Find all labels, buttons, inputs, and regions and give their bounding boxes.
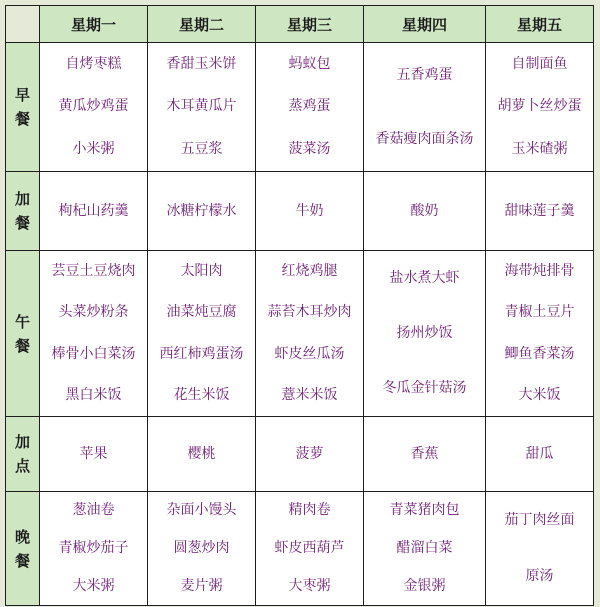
menu-cell-dinner-wednesday [256,492,364,606]
menu-item-list [40,172,147,250]
menu-item: 大米饭 [518,386,561,403]
menu-item: 大枣粥 [288,577,331,594]
menu-cell-dinner-monday [40,492,148,606]
menu-item: 樱桃 [187,445,216,462]
menu-item: 棒骨小白菜汤 [51,345,136,362]
menu-item-list [40,492,147,605]
menu-item: 菠菜汤 [288,141,331,158]
menu-item-list [256,492,363,605]
meal-label-char: 加 [14,190,30,208]
menu-item: 扬州炒饭 [396,325,453,341]
menu-cell-afternoon-snack-thursday [364,417,486,492]
menu-cell-breakfast-monday [40,43,148,172]
menu-item-list [364,417,485,491]
meal-row-morning-snack [6,172,594,251]
menu-item: 醋溜白菜 [396,539,453,556]
meal-row-afternoon-snack [6,417,594,492]
meal-label-char: 午 [14,312,30,331]
menu-item: 菠萝 [295,445,324,462]
meal-label-char: 餐 [14,110,30,128]
menu-cell-lunch-tuesday [148,251,256,417]
meal-label-lunch [6,251,40,417]
meal-label-breakfast [6,43,40,172]
menu-item: 自制面鱼 [511,55,568,72]
menu-item: 芸豆土豆烧肉 [51,263,136,280]
menu-item: 木耳黄瓜片 [166,98,237,115]
meal-row-breakfast [6,43,594,172]
menu-item: 油菜炖豆腐 [166,304,237,321]
day-header-thursday: 星期四 [364,6,486,43]
menu-cell-breakfast-friday [486,43,594,172]
menu-item: 茄丁肉丝面 [504,511,575,528]
menu-item-list [364,492,485,605]
menu-cell-dinner-friday [486,492,594,606]
menu-cell-morning-snack-tuesday [148,172,256,251]
menu-item-list [40,251,147,416]
menu-item: 自烤枣糕 [65,55,122,72]
menu-item-list [486,492,593,605]
menu-cell-breakfast-tuesday [148,43,256,172]
menu-item-list [148,172,255,250]
menu-item: 金银粥 [403,577,446,594]
menu-item-list [256,417,363,491]
menu-item: 精肉卷 [288,502,331,519]
menu-item: 黄瓜炒鸡蛋 [58,98,129,115]
meal-label-char: 餐 [14,551,30,570]
menu-item-list [486,43,593,171]
menu-cell-dinner-tuesday [148,492,256,606]
menu-cell-morning-snack-monday [40,172,148,251]
menu-item-list [40,43,147,171]
menu-item: 黑白米饭 [65,386,122,403]
menu-item: 蒜苔木耳炒肉 [267,304,352,321]
menu-item: 苹果 [79,445,108,462]
menu-cell-lunch-friday [486,251,594,417]
menu-item: 枸杞山药羹 [58,202,129,219]
menu-item: 葱油卷 [72,502,115,519]
meal-label-afternoon-snack [6,417,40,492]
menu-item: 玉米碴粥 [511,141,568,158]
menu-item: 麦片粥 [180,577,223,594]
menu-item: 五豆浆 [180,141,223,158]
day-header-row [6,6,594,43]
menu-cell-afternoon-snack-friday [486,417,594,492]
menu-item: 原汤 [525,568,554,585]
menu-cell-morning-snack-thursday [364,172,486,251]
menu-item: 盐水煮大虾 [389,270,460,286]
menu-item-list [486,172,593,250]
menu-item-list [256,43,363,171]
menu-item: 虾皮丝瓜汤 [274,345,345,362]
meal-label-dinner [6,492,40,606]
menu-item-list [148,251,255,416]
corner-cell [6,6,40,43]
day-header-friday: 星期五 [486,6,594,43]
day-header-monday: 星期一 [40,6,148,43]
menu-cell-lunch-monday [40,251,148,417]
menu-item: 圆葱炒肉 [173,539,230,556]
menu-cell-breakfast-wednesday [256,43,364,172]
menu-item: 大米粥 [72,577,115,594]
menu-item: 蚂蚁包 [288,55,331,72]
menu-item-list [256,172,363,250]
menu-item: 蒸鸡蛋 [288,98,331,115]
menu-item: 香蕉 [410,445,439,462]
menu-item-list [364,43,485,171]
menu-item: 鲫鱼香菜汤 [504,345,575,362]
menu-item: 五香鸡蛋 [396,66,453,83]
menu-item: 甜瓜 [525,445,554,462]
menu-item: 青椒土豆片 [504,304,575,321]
menu-item: 甜味莲子羹 [504,202,575,219]
menu-item-list [148,492,255,605]
meal-label-char: 餐 [14,336,30,355]
menu-cell-lunch-wednesday [256,251,364,417]
menu-item: 香菇瘦肉面条汤 [375,130,474,147]
menu-item: 青菜猪肉包 [389,502,460,519]
menu-cell-afternoon-snack-monday [40,417,148,492]
menu-item-list [486,251,593,416]
menu-item-list [364,251,485,416]
menu-item-list [364,172,485,250]
menu-item: 太阳肉 [180,263,223,280]
day-header-tuesday: 星期二 [148,6,256,43]
meal-label-char: 点 [14,457,30,475]
menu-item: 西红柿鸡蛋汤 [159,345,244,362]
menu-cell-afternoon-snack-wednesday [256,417,364,492]
meal-label-char: 晚 [14,527,30,546]
menu-item-list [486,417,593,491]
menu-item: 冰糖柠檬水 [166,202,237,219]
menu-cell-afternoon-snack-tuesday [148,417,256,492]
menu-item-list [148,43,255,171]
menu-cell-morning-snack-wednesday [256,172,364,251]
meal-row-dinner [6,492,594,606]
menu-item: 杂面小馒头 [166,502,237,519]
menu-item: 酸奶 [410,202,439,219]
menu-item: 花生米饭 [173,386,230,403]
meal-label-char: 餐 [14,214,30,232]
meal-label-char: 加 [14,433,30,451]
menu-item-list [148,417,255,491]
menu-item: 香甜玉米饼 [166,55,237,72]
menu-item-list [256,251,363,416]
menu-item-list [40,417,147,491]
day-header-wednesday: 星期三 [256,6,364,43]
menu-cell-dinner-thursday [364,492,486,606]
menu-item: 冬瓜金针菇汤 [382,380,467,396]
menu-item: 虾皮西葫芦 [274,539,345,556]
menu-cell-morning-snack-friday [486,172,594,251]
menu-cell-lunch-thursday [364,251,486,417]
menu-item: 海带炖排骨 [504,263,575,280]
meal-label-morning-snack [6,172,40,251]
menu-item: 头菜炒粉条 [58,304,129,321]
weekly-menu-table [5,5,594,606]
menu-body [6,43,594,606]
meal-row-lunch [6,251,594,417]
menu-item: 小米粥 [72,141,115,158]
menu-item: 胡萝卜丝炒蛋 [497,98,582,115]
menu-cell-breakfast-thursday [364,43,486,172]
meal-label-char: 早 [14,86,30,104]
menu-item: 牛奶 [295,202,324,219]
menu-item: 青椒炒茄子 [58,539,129,556]
menu-item: 红烧鸡腿 [281,263,338,280]
menu-item: 薏米米饭 [281,386,338,403]
